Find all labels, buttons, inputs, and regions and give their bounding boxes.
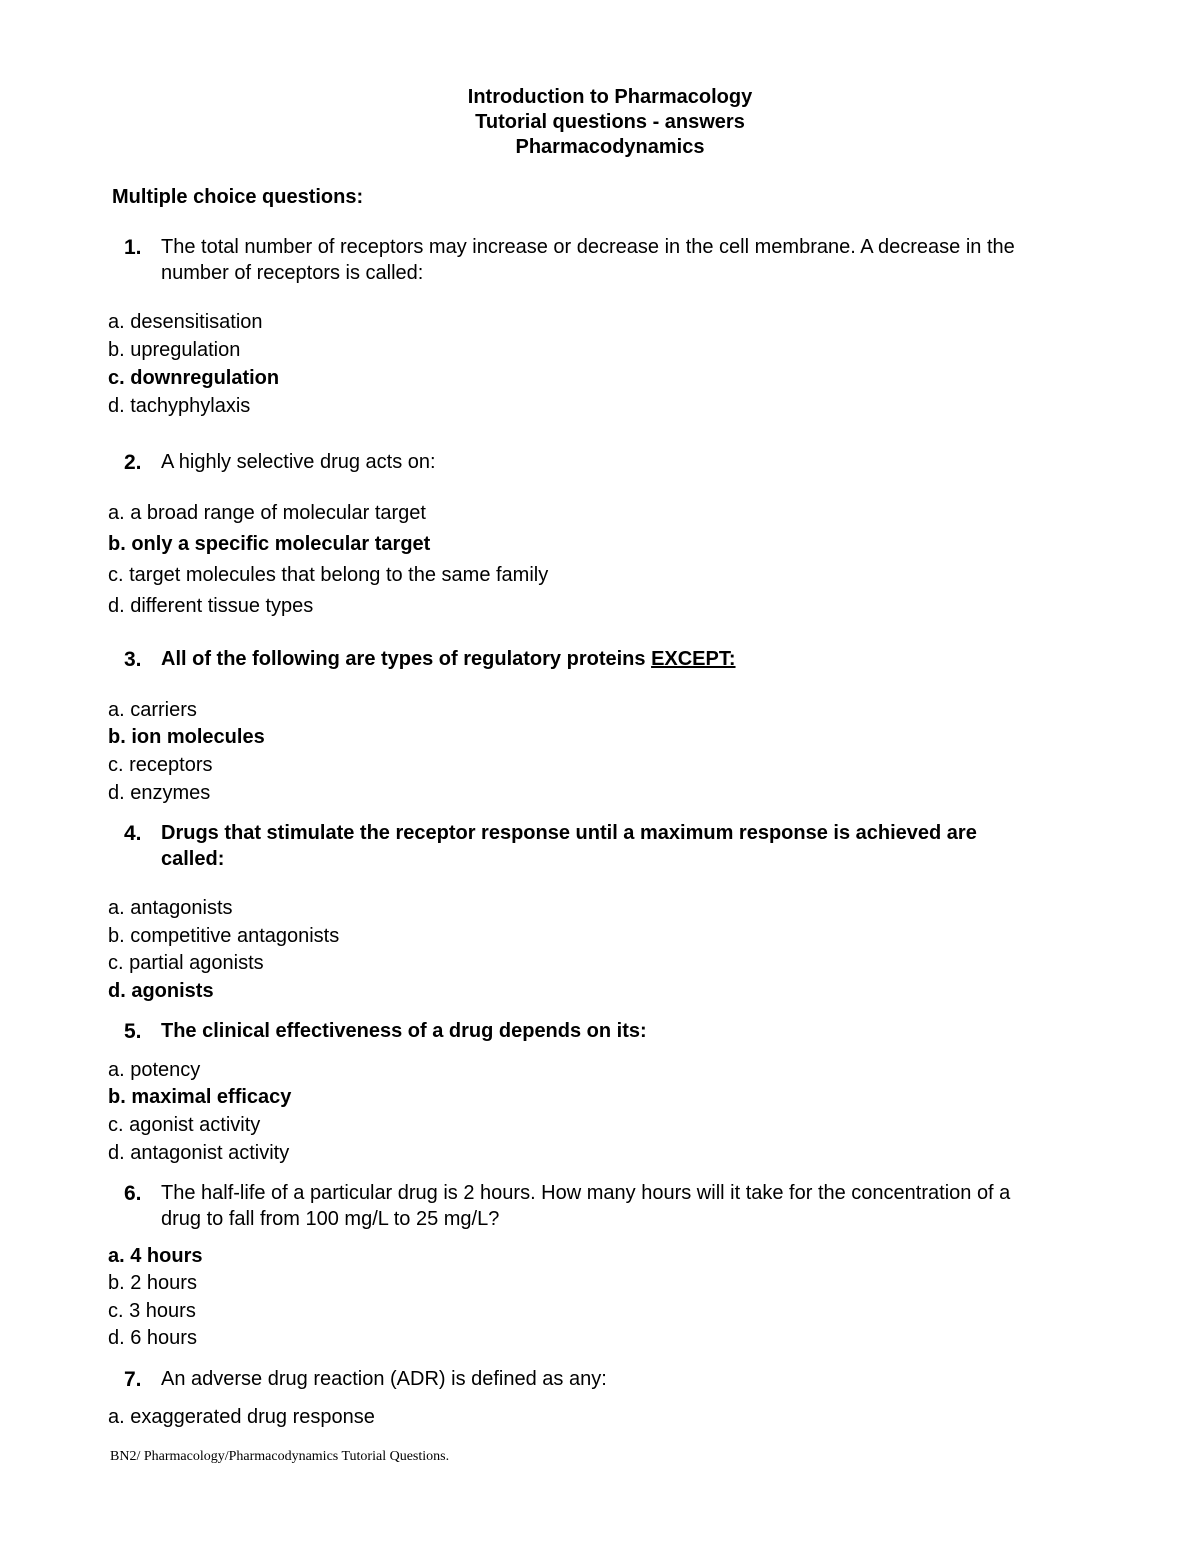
section-heading: Multiple choice questions: bbox=[112, 186, 364, 208]
question-text bbox=[161, 646, 736, 672]
answer-option: a. antagonists bbox=[108, 897, 233, 919]
document-title: Introduction to Pharmacology bbox=[467, 86, 753, 108]
question-line: Drugs that stimulate the receptor response until a maximum response is achieved are bbox=[161, 822, 977, 844]
correct-answer-option: a. 4 hours bbox=[108, 1245, 203, 1267]
question-line: The total number of receptors may increase or decrease in the cell membrane. A decrease in the bbox=[161, 236, 1015, 258]
correct-answer-option: d. agonists bbox=[108, 980, 214, 1002]
question-line: number of receptors is called: bbox=[161, 262, 424, 284]
emphasis-text: EXCEPT: bbox=[651, 648, 736, 670]
question-text bbox=[161, 820, 977, 872]
question-number: 6. bbox=[124, 1182, 142, 1205]
question-number: 4. bbox=[124, 822, 142, 845]
question-number: 5. bbox=[124, 1020, 142, 1043]
question-text bbox=[161, 234, 1015, 286]
answer-option: d. different tissue types bbox=[108, 595, 314, 617]
question-text bbox=[161, 1180, 1010, 1232]
answer-option: d. tachyphylaxis bbox=[108, 395, 251, 417]
answer-option: d. enzymes bbox=[108, 782, 211, 804]
question-number: 3. bbox=[124, 648, 142, 671]
question-text: A highly selective drug acts on: bbox=[161, 451, 436, 473]
answer-option: c. agonist activity bbox=[108, 1114, 261, 1136]
correct-answer-option: b. ion molecules bbox=[108, 726, 265, 748]
question-text: The clinical effectiveness of a drug depends on its: bbox=[161, 1020, 647, 1042]
answer-option: c. target molecules that belong to the same family bbox=[108, 564, 549, 586]
question-number: 2. bbox=[124, 451, 142, 474]
answer-option: c. receptors bbox=[108, 754, 213, 776]
answer-option: a. carriers bbox=[108, 699, 197, 721]
answer-option: b. competitive antagonists bbox=[108, 925, 340, 947]
correct-answer-option: c. downregulation bbox=[108, 367, 280, 389]
document-topic: Pharmacodynamics bbox=[515, 136, 705, 158]
answer-option: d. antagonist activity bbox=[108, 1142, 290, 1164]
correct-answer-option: b. maximal efficacy bbox=[108, 1086, 292, 1108]
question-number: 1. bbox=[124, 236, 142, 259]
answer-option: c. partial agonists bbox=[108, 952, 264, 974]
answer-option: c. 3 hours bbox=[108, 1300, 196, 1322]
question-text: An adverse drug reaction (ADR) is defined as any: bbox=[161, 1368, 607, 1390]
question-line: All of the following are types of regulatory proteins bbox=[161, 648, 652, 670]
document-subtitle: Tutorial questions - answers bbox=[475, 111, 745, 133]
question-number: 7. bbox=[124, 1368, 142, 1391]
question-line: The half-life of a particular drug is 2 hours. How many hours will it take for the concentration of a bbox=[161, 1182, 1011, 1204]
question-line: called: bbox=[161, 848, 225, 870]
page-footer: BN2/ Pharmacology/Pharmacodynamics Tutorial Questions. bbox=[110, 1449, 450, 1464]
answer-option: a. a broad range of molecular target bbox=[108, 502, 426, 524]
answer-option: b. upregulation bbox=[108, 339, 241, 361]
answer-option: b. 2 hours bbox=[108, 1272, 197, 1294]
correct-answer-option: b. only a specific molecular target bbox=[108, 533, 431, 555]
question-line: drug to fall from 100 mg/L to 25 mg/L? bbox=[161, 1208, 500, 1230]
answer-option: a. exaggerated drug response bbox=[108, 1406, 375, 1428]
answer-option: d. 6 hours bbox=[108, 1327, 197, 1349]
answer-option: a. desensitisation bbox=[108, 311, 263, 333]
answer-option: a. potency bbox=[108, 1059, 201, 1081]
